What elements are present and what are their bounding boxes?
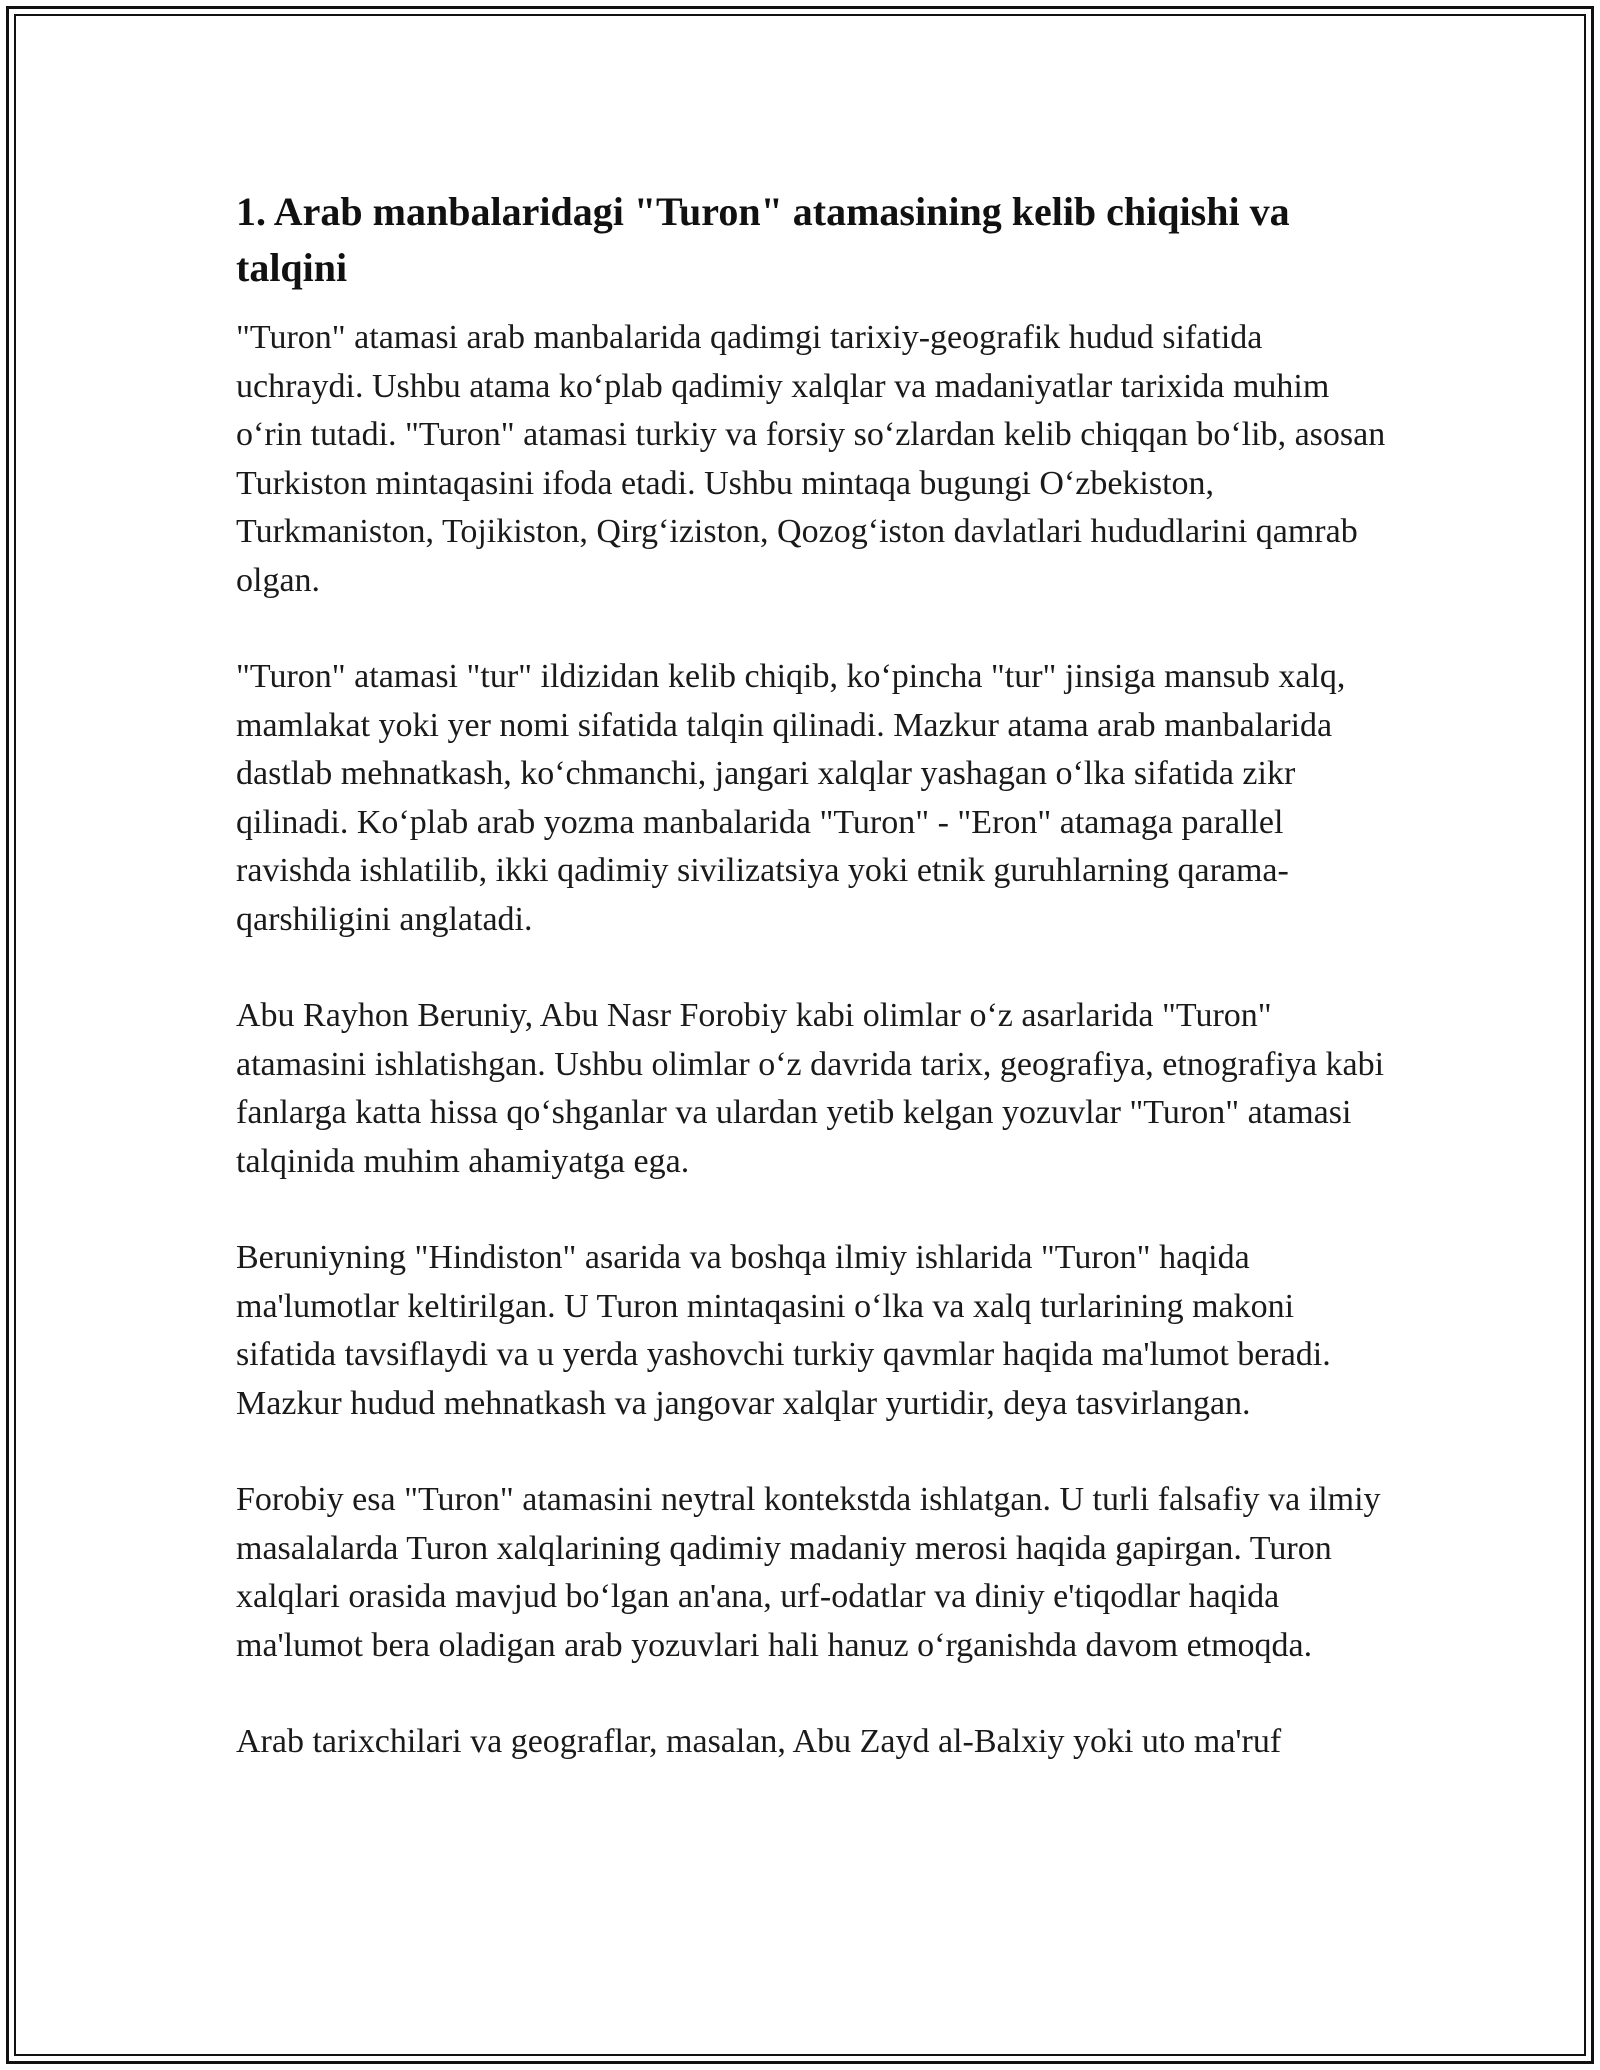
paragraph-tur-root: "Turon" atamasi "tur" ildizidan kelib chiqib, ko‘pincha "tur" jinsiga mansub xalq, mamlakat yoki yer nomi sifatida talqin qilinadi. Mazkur atama arab manbalarida dastlab mehnatkash, ko‘chmanchi, jangari xalqlar yashagan o‘lka sifatida zikr qilinadi. Ko‘plab arab yozma manbalarida "Turon" - "Eron" atamaga parallel ravishda ishlatilib, ikki qadimiy sivilizatsiya yoki etnik guruhlarning qarama-qarshiligini anglatadi.: [236, 658, 1346, 938]
paragraph-forobiy: Forobiy esa "Turon" atamasini neytral kontekstda ishlatgan. U turli falsafiy va ilmiy masalalarda Turon xalqlarining qadimiy madaniy merosi haqida gapirgan. Turon xalqlari orasida mavjud bo‘lgan an'ana, urf-odatlar va diniy e'tiqodlar haqida ma'lumot bera oladigan arab yozuvlari hali hanuz o‘rganishda davom etmoqda.: [236, 1481, 1381, 1664]
paragraph-arab-historians: Arab tarixchilari va geograflar, masalan, Abu Zayd al-Balxiy yoki uto ma'ruf: [236, 1723, 1282, 1760]
paragraph-scholars: Abu Rayhon Beruniy, Abu Nasr Forobiy kabi olimlar o‘z asarlarida "Turon" atamasini ishlatishgan. Ushbu olimlar o‘z davrida tarix, geografiya, etnografiya kabi fanlarga katta hissa qo‘shganlar va ulardan yetib kelgan yozuvlar "Turon" atamasi talqinida muhim ahamiyatga ega.: [236, 997, 1385, 1180]
section-heading: 1. Arab manbalaridagi "Turon" atamasining kelib chiqishi va talqini: [236, 189, 1290, 290]
document-body: [236, 184, 1386, 1815]
paragraph-turon-origin: "Turon" atamasi arab manbalarida qadimgi tarixiy-geografik hudud sifatida uchraydi. Ushbu atama ko‘plab qadimiy xalqlar va madaniyatlar tarixida muhim o‘rin tutadi. "Turon" atamasi turkiy va forsiy so‘zlardan kelib chiqqan bo‘lib, asosan Turkiston mintaqasini ifoda etadi. Ushbu mintaqa bugungi O‘zbekiston, Turkmaniston, Tojikiston, Qirg‘iziston, Qozog‘iston davlatlari hududlarini qamrab olgan.: [236, 319, 1386, 599]
paragraph-beruniy: Beruniyning "Hindiston" asarida va boshqa ilmiy ishlarida "Turon" haqida ma'lumotlar keltirilgan. U Turon mintaqasini o‘lka va xalq turlarining makoni sifatida tavsiflaydi va u yerda yashovchi turkiy qavmlar haqida ma'lumot beradi. Mazkur hudud mehnatkash va jangovar xalqlar yurtidir, deya tasvirlangan.: [236, 1239, 1331, 1422]
